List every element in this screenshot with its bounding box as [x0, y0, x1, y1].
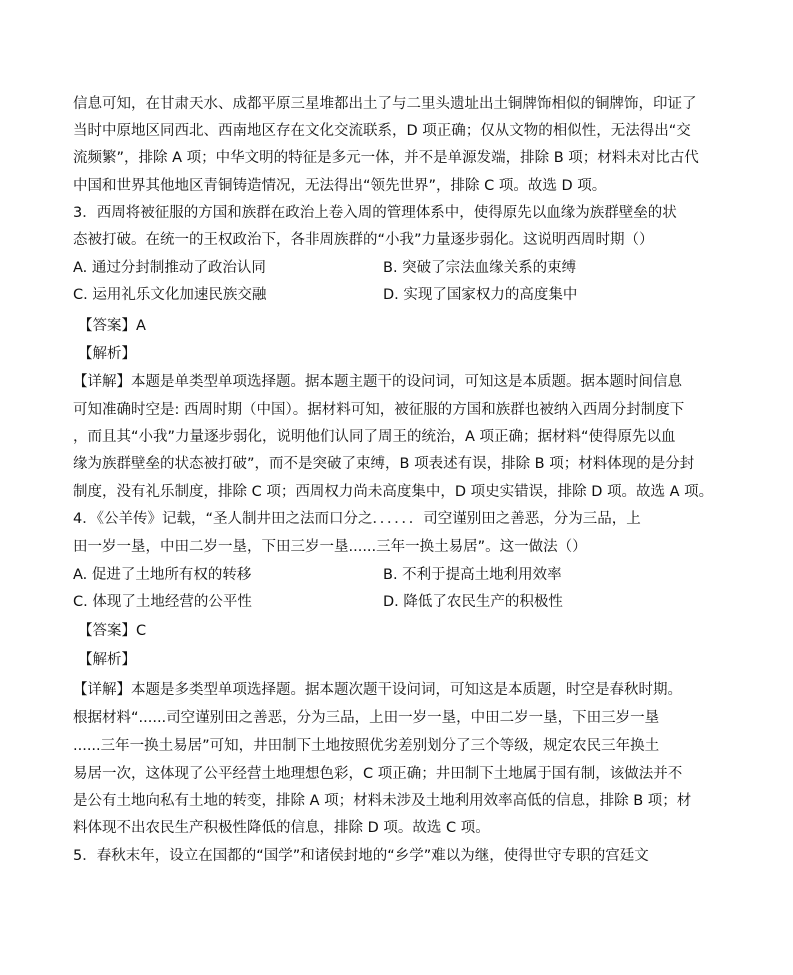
q3-explanation: ，而且其“小我”力量逐步弱化，说明他们认同了周王的统治，A 项正确；据材料“使得原先以血 [73, 429, 676, 445]
q3-analysis-heading: 【解析】 [78, 346, 136, 362]
q4-explanation: 易居一次，这体现了公平经营土地理想色彩，C 项正确；井田制下土地属于国有制，该做法并不 [73, 766, 683, 782]
question-5-stem: 5．春秋末年，设立在国都的“国学”和诸侯封地的“乡学”难以为继，使得世守专职的宫廷文 [73, 848, 649, 864]
q4-explanation: ......三年一换土易居”可知，井田制下土地按照优劣差别划分了三个等级，规定农民三年换土 [73, 738, 660, 754]
question-4-stem: 4．《公羊传》记载，“圣人制井田之法而口分之．．．．．．司空谨别田之善恶，分为三品，上 [73, 511, 641, 527]
q3-explanation: 【详解】本题是单类型单项选择题。据本题主题干的设问词，可知这是本质题。据本题时间信息 [73, 374, 682, 390]
q3-option-c: C. 运用礼乐文化加速民族交融 [73, 287, 267, 303]
q3-option-b: B. 突破了宗法血缘关系的束缚 [383, 260, 577, 276]
text-line: 中国和世界其他地区青铜铸造情况，无法得出“领先世界”，排除 C 项。故选 D 项。 [73, 178, 607, 194]
question-3-stem: 3．西周将被征服的方国和族群在政治上卷入周的管理体系中，使得原先以血缘为族群壁垒的状 [73, 205, 677, 221]
q3-option-d: D. 实现了国家权力的高度集中 [383, 287, 578, 303]
q4-explanation: 【详解】本题是多类型单项选择题。据本题次题干设问词，可知这是本质题，时空是春秋时期。 [73, 682, 682, 698]
q3-answer: 【答案】A [78, 318, 146, 334]
q3-explanation: 制度，没有礼乐制度，排除 C 项；西周权力尚未高度集中，D 项史实错误，排除 D 项。故选 A 项。 [73, 484, 714, 500]
q4-option-d: D. 降低了农民生产的积极性 [383, 594, 563, 610]
q4-analysis-heading: 【解析】 [78, 652, 136, 668]
q4-option-b: B. 不利于提高土地利用效率 [383, 567, 562, 583]
q4-answer: 【答案】C [78, 623, 147, 639]
q3-explanation: 可知准确时空是: 西周时期（中国）。据材料可知，被征服的方国和族群也被纳入西周分封制度下 [73, 402, 685, 418]
question-3-stem: 态被打破。在统一的王权政治下，各非周族群的“小我”力量逐步弱化。这说明西周时期（） [73, 232, 654, 248]
q3-explanation: 缘为族群壁垒的状态被打破”，而不是突破了束缚，B 项表述有误，排除 B 项；材料体现的是分封 [73, 456, 695, 472]
q4-option-a: A. 促进了土地所有权的转移 [73, 567, 252, 583]
text-line: 信息可知，在甘肃天水、成都平原三星堆都出土了与二里头遗址出土铜牌饰相似的铜牌饰，印证了 [73, 96, 697, 112]
text-line: 当时中原地区同西北、西南地区存在文化交流联系，D 项正确；仅从文物的相似性，无法得出“交 [73, 123, 691, 139]
q4-explanation: 料体现不出农民生产积极性降低的信息，排除 D 项。故选 C 项。 [73, 820, 490, 836]
text-line: 流频繁”，排除 A 项；中华文明的特征是多元一体，并不是单源发端，排除 B 项；材料未对比古代 [73, 150, 699, 166]
q4-option-c: C. 体现了土地经营的公平性 [73, 594, 252, 610]
q4-explanation: 是公有土地向私有土地的转变，排除 A 项；材料未涉及土地利用效率高低的信息，排除 B 项；材 [73, 793, 692, 809]
question-4-stem: 田一岁一垦，中田二岁一垦，下田三岁一垦......三年一换土易居”。这一做法（） [73, 539, 587, 555]
q4-explanation: 根据材料“......司空谨别田之善恶，分为三品，上田一岁一垦，中田二岁一垦，下田三岁一垦 [73, 710, 660, 726]
q3-option-a: A. 通过分封制推动了政治认同 [73, 260, 266, 276]
